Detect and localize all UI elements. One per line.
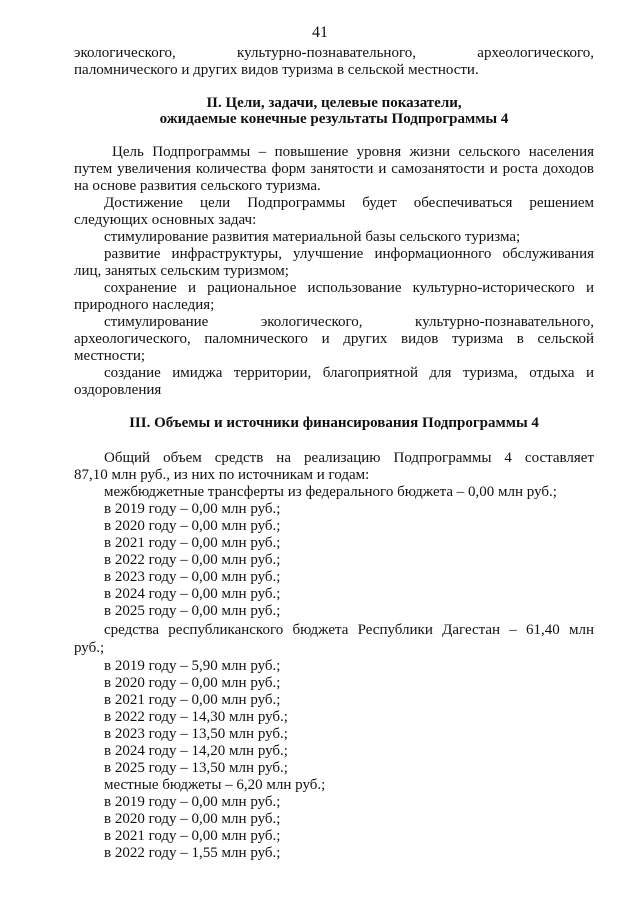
local-year-item: в 2022 году – 1,55 млн руб.; — [104, 845, 281, 861]
section-3-heading: III. Объемы и источники финансирования Подпрограммы 4 — [129, 415, 539, 431]
local-funding-title: местные бюджеты – 6,20 млн руб.; — [104, 777, 326, 793]
funding-paragraph-line-1: Общий объем средств на реализацию Подпрограммы 4 составляет — [104, 450, 594, 466]
federal-year-item: в 2025 году – 0,00 млн руб.; — [104, 603, 281, 619]
section-2-heading-line-1: II. Цели, задачи, целевые показатели, — [206, 95, 462, 111]
task-item-2-line-1: развитие инфраструктуры, улучшение информационного обслуживания — [104, 246, 594, 262]
tasks-paragraph-line-1: Достижение цели Подпрограммы будет обеспечиваться решением — [104, 195, 594, 211]
local-year-item: в 2021 году – 0,00 млн руб.; — [104, 828, 281, 844]
federal-year-item: в 2022 году – 0,00 млн руб.; — [104, 552, 281, 568]
federal-year-item: в 2019 году – 0,00 млн руб.; — [104, 501, 281, 517]
republic-funding-title-line-1: средства республиканского бюджета Республики Дагестан – 61,40 млн — [104, 622, 594, 638]
task-item-2-line-2: лиц, занятых сельским туризмом; — [74, 263, 289, 279]
section-2-heading-line-2: ожидаемые конечные результаты Подпрограммы 4 — [159, 111, 509, 127]
task-item-3-line-1: сохранение и рациональное использование культурно-исторического и — [104, 280, 594, 296]
goal-paragraph-line-2: путем увеличения количества форм занятости и самозанятости и роста доходов — [74, 161, 594, 177]
intro-line-1: экологического, культурно-познавательного, археологического, — [74, 45, 594, 61]
task-item-5-line-2: оздоровления — [74, 382, 162, 398]
federal-year-item: в 2021 году – 0,00 млн руб.; — [104, 535, 281, 551]
republic-year-item: в 2023 году – 13,50 млн руб.; — [104, 726, 288, 742]
goal-paragraph-line-3: на основе развития сельского туризма. — [74, 178, 321, 194]
republic-funding-title-line-2: руб.; — [74, 640, 105, 656]
republic-year-item: в 2024 году – 14,20 млн руб.; — [104, 743, 288, 759]
task-item-5-line-1: создание имиджа территории, благоприятной для туризма, отдыха и — [104, 365, 594, 381]
republic-year-item: в 2025 году – 13,50 млн руб.; — [104, 760, 288, 776]
republic-year-item: в 2020 году – 0,00 млн руб.; — [104, 675, 281, 691]
federal-year-item: в 2020 году – 0,00 млн руб.; — [104, 518, 281, 534]
federal-year-item: в 2024 году – 0,00 млн руб.; — [104, 586, 281, 602]
local-year-item: в 2020 году – 0,00 млн руб.; — [104, 811, 281, 827]
funding-paragraph-line-2: 87,10 млн руб., из них по источникам и годам: — [74, 467, 370, 483]
local-year-item: в 2019 году – 0,00 млн руб.; — [104, 794, 281, 810]
task-item-1: стимулирование развития материальной базы сельского туризма; — [104, 229, 521, 245]
republic-year-item: в 2021 году – 0,00 млн руб.; — [104, 692, 281, 708]
tasks-paragraph-line-2: следующих основных задач: — [74, 212, 257, 228]
federal-year-item: в 2023 году – 0,00 млн руб.; — [104, 569, 281, 585]
federal-funding-title: межбюджетные трансферты из федерального бюджета – 0,00 млн руб.; — [104, 484, 557, 500]
page-number: 41 — [312, 24, 328, 41]
republic-year-item: в 2022 году – 14,30 млн руб.; — [104, 709, 288, 725]
task-item-4-line-1: стимулирование экологического, культурно-познавательного, — [104, 314, 594, 330]
task-item-4-line-2: археологического, паломнического и других видов туризма в сельской — [74, 331, 594, 347]
task-item-3-line-2: природного наследия; — [74, 297, 215, 313]
goal-paragraph-line-1: Цель Подпрограммы – повышение уровня жизни сельского населения — [112, 144, 594, 160]
republic-year-item: в 2019 году – 5,90 млн руб.; — [104, 658, 281, 674]
intro-line-2: паломнического и других видов туризма в сельской местности. — [74, 62, 479, 78]
task-item-4-line-3: местности; — [74, 348, 146, 364]
